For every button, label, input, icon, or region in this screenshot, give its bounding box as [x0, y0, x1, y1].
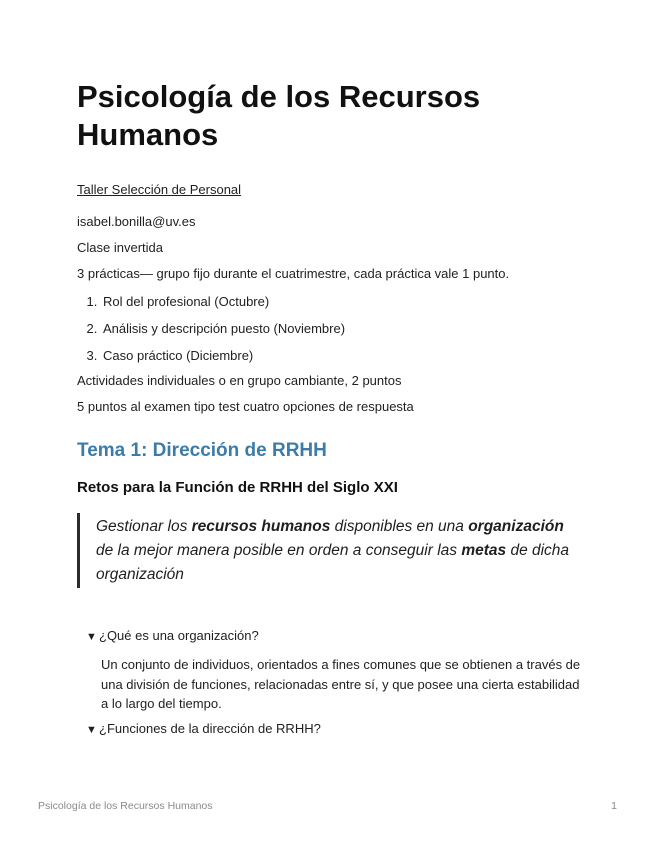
quote-emphasis: organización: [468, 518, 564, 535]
toggle-content: Un conjunto de individuos, orientados a fines comunes que se obtienen a través de una división de funciones, relacionadas entre sí, y que posee una cierta estabilidad a lo largo del tiempo.: [101, 657, 581, 711]
quote-text: de la mejor manera posible en orden a conseguir las: [96, 542, 462, 559]
list-item: 3. Caso práctico (Diciembre): [101, 348, 577, 364]
actividades-text: Actividades individuales o en grupo cambiante, 2 puntos: [77, 373, 402, 388]
quote-text: de dicha organización: [96, 542, 570, 583]
section-heading: Tema 1: Dirección de RRHH: [77, 440, 327, 461]
toggle-organizacion: [86, 628, 581, 714]
class-type-text: Clase invertida: [77, 240, 163, 255]
definition-quote: [77, 513, 577, 588]
toggle-header[interactable]: [86, 721, 577, 738]
page-title: Psicología de los Recursos Humanos: [77, 79, 481, 152]
practicas-list: [77, 294, 577, 364]
quote-emphasis: recursos humanos: [191, 518, 331, 535]
toggle-header[interactable]: [86, 628, 577, 645]
triangle-down-icon[interactable]: ▼: [86, 631, 97, 643]
examen-text: 5 puntos al examen tipo test cuatro opciones de respuesta: [77, 399, 414, 414]
toggle-funciones: [86, 721, 577, 738]
list-item: 1. Rol del profesional (Octubre): [101, 294, 577, 310]
contact-email: isabel.bonilla@uv.es: [77, 214, 196, 229]
toggle-label: ¿Qué es una organización?: [99, 628, 259, 643]
toggle-label: ¿Funciones de la dirección de RRHH?: [99, 720, 321, 736]
practicas-text: 3 prácticas— grupo fijo durante el cuatrimestre, cada práctica vale 1 punto.: [77, 266, 510, 281]
quote-emphasis: metas: [461, 542, 507, 559]
document-page: [77, 78, 581, 738]
footer-title: Psicología de los Recursos Humanos: [38, 800, 213, 812]
subtitle-link[interactable]: Taller Selección de Personal: [77, 182, 242, 197]
quote-text: Gestionar los: [96, 518, 192, 535]
triangle-down-icon[interactable]: ▼: [86, 723, 97, 736]
list-item: 2. Análisis y descripción puesto (Noviembre): [101, 321, 577, 337]
page-number: 1: [611, 800, 617, 812]
quote-text: disponibles en una: [330, 518, 469, 535]
section-subheading: Retos para la Función de RRHH del Siglo XXI: [77, 479, 398, 496]
